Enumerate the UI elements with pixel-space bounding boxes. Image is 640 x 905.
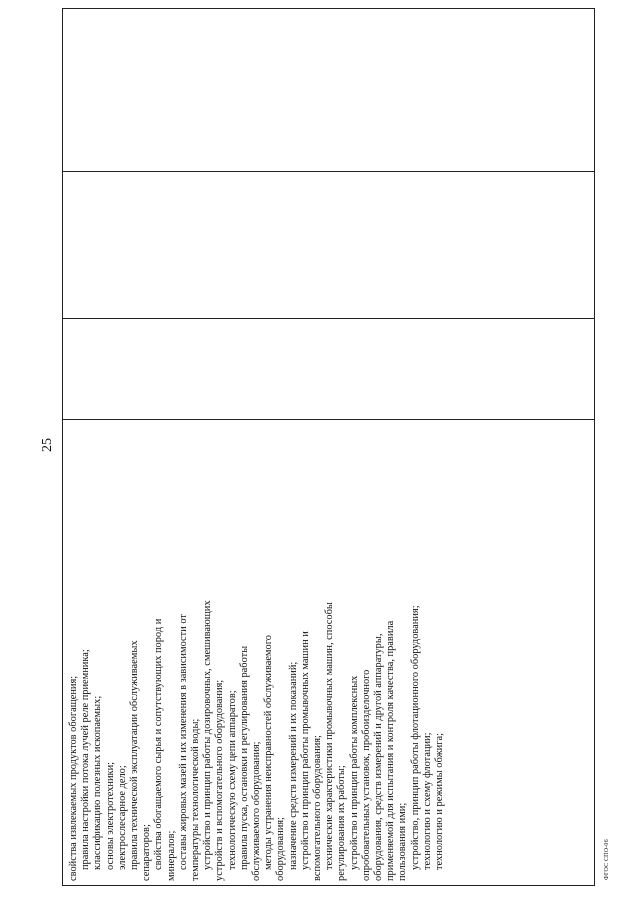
text-line: сепараторов; <box>141 824 153 881</box>
text-line: минералов; <box>165 830 177 881</box>
text-line: технологию и режимы обжига; <box>434 733 446 870</box>
text-line: классификацию полезных ископаемых; <box>92 695 104 870</box>
text-line: опробовательных установок, пробоизделочного <box>360 669 372 881</box>
text-line: основы электротехники; <box>104 761 116 870</box>
text-line: устройство и принцип работы комплексных <box>348 675 360 870</box>
table-row <box>63 9 595 886</box>
competency-table <box>62 8 595 886</box>
text-line: назначение средств измерений и их показаний; <box>287 661 299 870</box>
text-line: устройство и принцип работы дозировочных, смешивающих <box>202 600 214 870</box>
text-line: правила настройки потока лучей реле приемника; <box>80 649 92 870</box>
knowledge-cell <box>63 420 595 886</box>
text-line: оборудования; <box>275 817 287 881</box>
text-line: температуры технологической воды; <box>190 718 202 881</box>
text-line: устройство и принцип работы промывочных машин и <box>299 631 311 870</box>
text-line: составы жировых мазей и их изменения в зависимости от <box>177 614 189 870</box>
knowledge-list <box>63 420 446 885</box>
text-line: технологическую схему цепи аппаратов; <box>226 690 238 870</box>
empty-cell-4 <box>63 9 595 172</box>
empty-cell-3 <box>63 172 595 319</box>
text-line: свойства извлекаемых продуктов обогащения; <box>68 675 79 881</box>
empty-cell-2 <box>63 319 595 420</box>
text-line: пользования ими; <box>397 802 409 881</box>
text-line: устройство, принцип работы флотационного оборудования; <box>409 605 421 870</box>
text-line: свойства обогащаемого сырья и сопутствующих пород и <box>153 618 165 870</box>
text-line: вспомогательного оборудования; <box>312 735 324 881</box>
text-line: применяемой для испытания и контроля качества, правила <box>385 620 397 881</box>
text-line: правила пуска, остановки и регулирования работы <box>238 645 250 870</box>
text-line: регулирования их работы; <box>336 765 348 881</box>
text-line: правила технической эксплуатации обслуживаемых <box>129 640 141 870</box>
text-line: обслуживаемого оборудования; <box>251 741 263 881</box>
text-line: технологию и схему флотации; <box>421 732 433 870</box>
text-line: методы устранения неисправностей обслуживаемого <box>263 635 275 870</box>
text-line: технические характеристики промывочных машин, способы <box>324 602 336 870</box>
text-line: электрослесарное дело; <box>116 765 128 870</box>
text-line: устройств и вспомогательного оборудования; <box>214 679 226 881</box>
footer-code: ФГОС СПО-06 <box>604 839 610 880</box>
text-line: оборудования, средств измерений и другой аппаратуры, <box>373 633 385 881</box>
page-number: 25 <box>40 438 55 452</box>
